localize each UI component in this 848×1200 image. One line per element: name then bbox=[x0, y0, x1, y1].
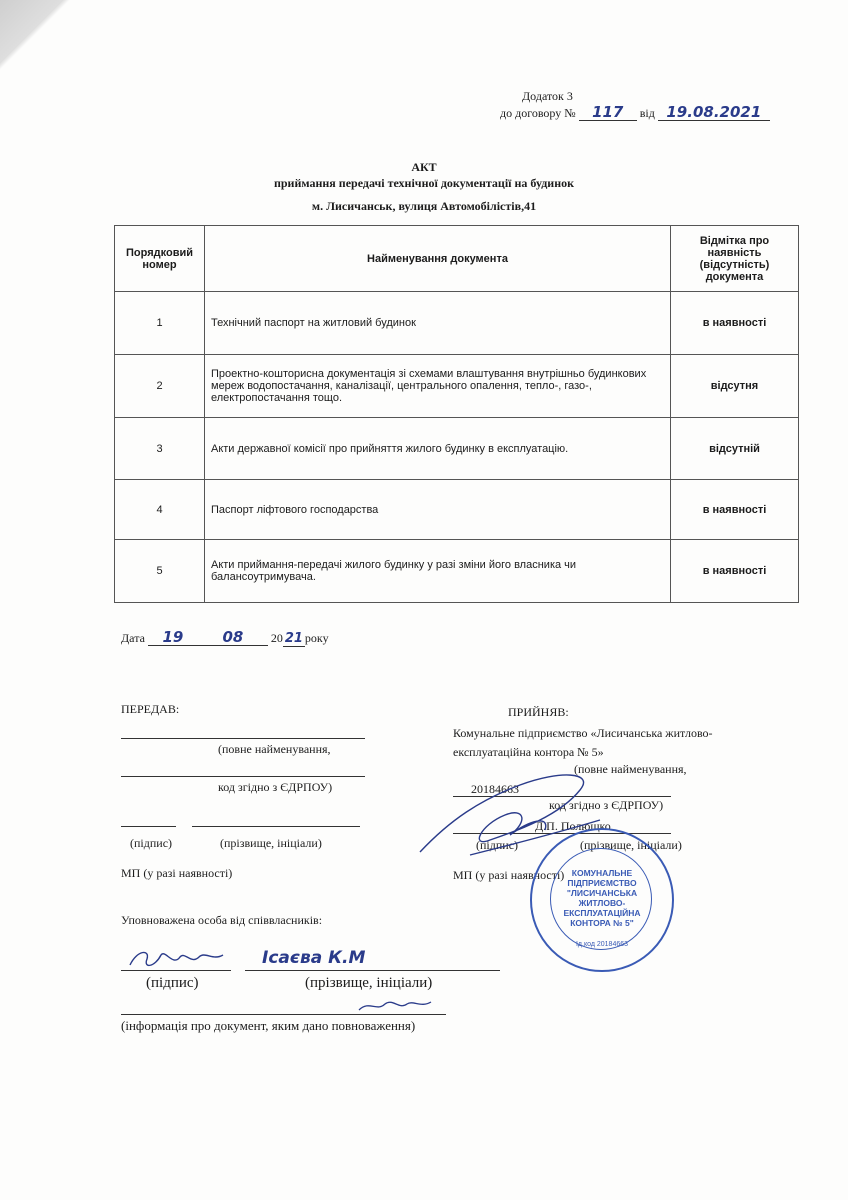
table-row bbox=[115, 540, 799, 603]
transferor-signature-line bbox=[121, 826, 176, 827]
contract-prefix: до договору № bbox=[500, 106, 576, 120]
recipient-org-line2: експлуатаційна контора № 5» bbox=[453, 745, 604, 759]
row-status: відсутній bbox=[671, 418, 799, 480]
date-year-prefix: 20 bbox=[270, 631, 283, 645]
co-owners-signature-scribble bbox=[125, 945, 230, 973]
date-prefix: від bbox=[639, 106, 655, 120]
act-title: АКТ bbox=[411, 160, 437, 174]
documents-table bbox=[114, 225, 799, 603]
addendum-block bbox=[500, 88, 770, 121]
recipient-edrpou-value: 20184663 bbox=[471, 782, 519, 796]
stamp-line: "ЛИСИЧАНСЬКА bbox=[566, 888, 638, 898]
act-address: м. Лисичанськ, вулиця Автомобілістів,41 bbox=[311, 199, 537, 213]
recipient-heading: ПРИЙНЯВ: bbox=[508, 705, 569, 719]
date-label: Дата bbox=[121, 631, 145, 645]
row-document-name: Акти приймання-передачі жилого будинку у разі зміни його власника чи балансоутримувача. bbox=[205, 540, 671, 603]
transferor-initials-line bbox=[192, 826, 360, 827]
stamp-line: ПІДПРИЄМСТВО bbox=[567, 878, 637, 888]
table-header-row bbox=[115, 226, 799, 292]
row-status: відсутня bbox=[671, 355, 799, 418]
contract-date: 19.08.2021 bbox=[658, 104, 770, 121]
addendum-title: Додаток 3 bbox=[522, 89, 573, 103]
stamp-code: Ід.код 20184663 bbox=[575, 941, 629, 948]
row-number: 1 bbox=[115, 292, 205, 355]
row-number: 4 bbox=[115, 480, 205, 540]
date-year-suffix: 21 bbox=[284, 631, 303, 646]
contract-number: 117 bbox=[579, 104, 637, 121]
stamp-line: ЕКСПЛУАТАЦІЙНА bbox=[563, 908, 641, 918]
row-status: в наявності bbox=[671, 480, 799, 540]
recipient-initials-caption: (прізвище, ініціали) bbox=[580, 838, 682, 852]
row-number: 3 bbox=[115, 418, 205, 480]
co-owners-initials-line bbox=[245, 970, 500, 971]
co-owners-signature-caption: (підпис) bbox=[146, 975, 199, 991]
transferor-heading: ПЕРЕДАВ: bbox=[121, 702, 180, 716]
recipient-seal-note: МП (у разі наявності) bbox=[453, 868, 565, 882]
stamp-line: КОМУНАЛЬНЕ bbox=[571, 868, 633, 878]
row-document-name: Проектно-кошторисна документація зі схемами влаштування внутрішньо будинкових мереж водопостачання, каналізації, центрального опалення, тепло-, газо-, електропостачання тощо. bbox=[205, 355, 671, 418]
row-number: 5 bbox=[115, 540, 205, 603]
header-status: Відмітка про наявність (відсутність) документа bbox=[671, 226, 799, 292]
organization-stamp bbox=[530, 828, 674, 972]
date-month: 08 bbox=[198, 630, 268, 646]
table-row bbox=[115, 480, 799, 540]
co-owners-document-caption: (інформація про документ, яким дано повноваження) bbox=[121, 1018, 416, 1033]
recipient-signature-caption: (підпис) bbox=[476, 838, 519, 852]
recipient-org-line1: Комунальне підприємство «Лисичанська житлово- bbox=[453, 726, 713, 740]
table-row bbox=[115, 355, 799, 418]
transferor-signature-caption: (підпис) bbox=[130, 836, 173, 850]
co-owners-heading: Уповноважена особа від співвласників: bbox=[121, 913, 323, 927]
recipient-signer-name: Д.П. Полющко bbox=[535, 819, 611, 833]
transferor-name-line bbox=[121, 738, 365, 739]
table-row bbox=[115, 292, 799, 355]
co-owners-initials-caption: (прізвище, ініціали) bbox=[305, 975, 433, 991]
act-subtitle: приймання передачі технічної документації на будинок bbox=[273, 176, 575, 190]
page-corner-fold bbox=[0, 0, 70, 70]
stamp-line: КОНТОРА № 5" bbox=[570, 918, 634, 928]
transferor-initials-caption: (прізвище, ініціали) bbox=[220, 836, 322, 850]
row-number: 2 bbox=[115, 355, 205, 418]
recipient-name-caption: (повне найменування, bbox=[574, 762, 687, 776]
row-document-name: Паспорт ліфтового господарства bbox=[205, 480, 671, 540]
row-status: в наявності bbox=[671, 540, 799, 603]
date-suffix: року bbox=[304, 631, 329, 645]
date-day: 19 bbox=[148, 630, 198, 646]
header-document-name: Найменування документа bbox=[205, 226, 671, 292]
co-owners-document-scribble bbox=[355, 996, 435, 1016]
row-document-name: Акти державної комісії про прийняття жилого будинку в експлуатацію. bbox=[205, 418, 671, 480]
date-line bbox=[121, 630, 329, 647]
recipient-edrpou-caption: код згідно з ЄДРПОУ) bbox=[549, 798, 664, 812]
table-row bbox=[115, 418, 799, 480]
transferor-seal-note: МП (у разі наявності) bbox=[121, 866, 233, 880]
row-status: в наявності bbox=[671, 292, 799, 355]
header-number: Порядковий номер bbox=[115, 226, 205, 292]
transferor-name-caption: (повне найменування, bbox=[218, 742, 331, 756]
row-document-name: Технічний паспорт на житловий будинок bbox=[205, 292, 671, 355]
stamp-line: ЖИТЛОВО- bbox=[578, 898, 626, 908]
co-owners-signer-name: Ісаєва К.М bbox=[262, 948, 366, 968]
transferor-edrpou-caption: код згідно з ЄДРПОУ) bbox=[218, 780, 333, 794]
transferor-edrpou-line bbox=[121, 776, 365, 777]
